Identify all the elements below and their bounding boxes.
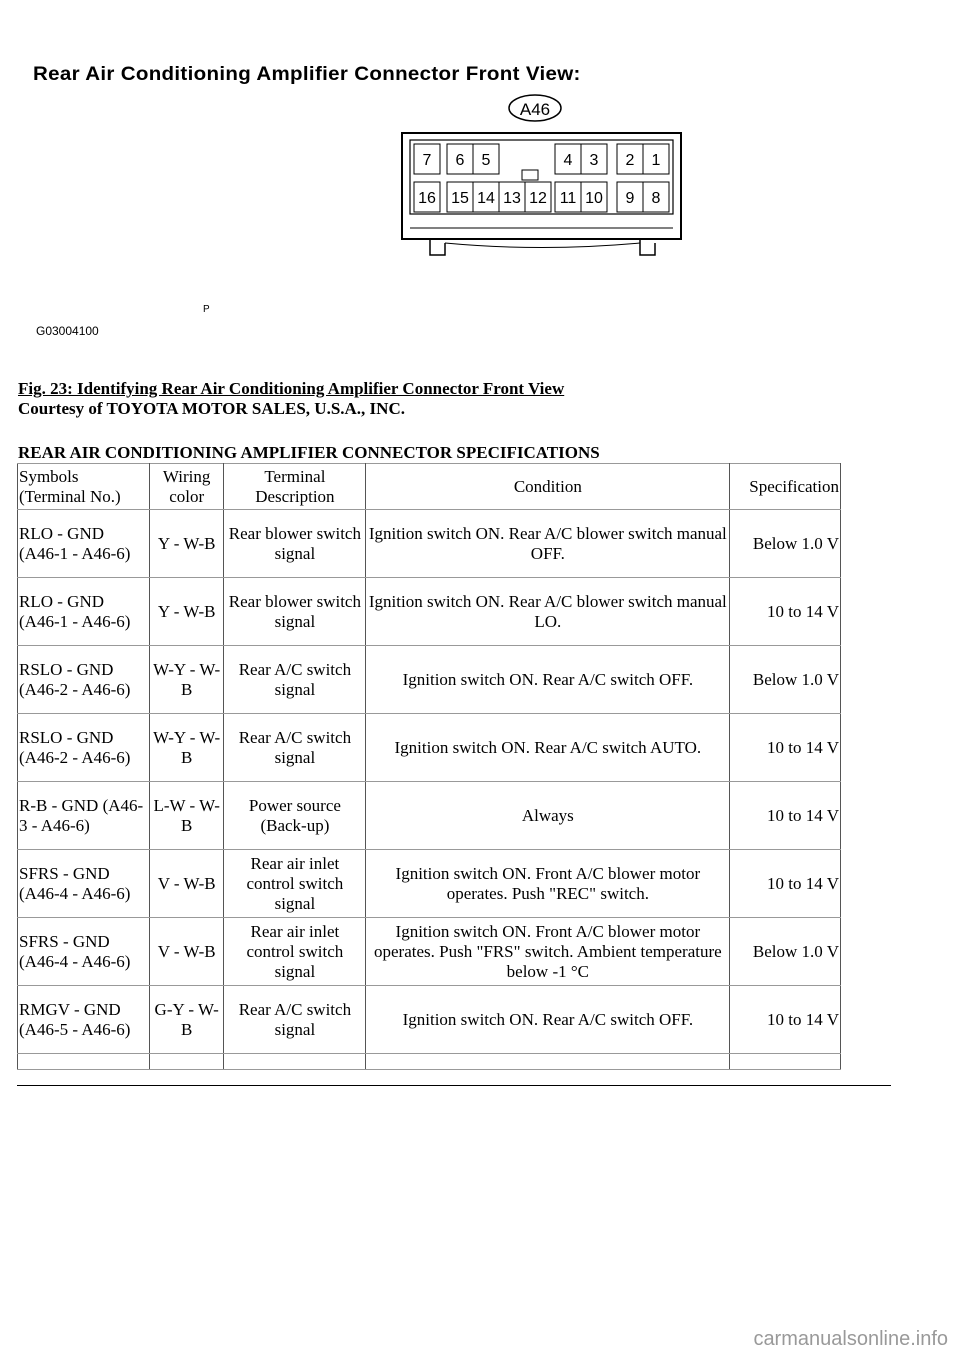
header-condition: Condition xyxy=(366,464,730,510)
terminal-label: 14 xyxy=(477,190,495,207)
cell-condition: Ignition switch ON. Front A/C blower motor operates. Push "REC" switch. xyxy=(366,850,730,918)
cell-condition: Ignition switch ON. Front A/C blower motor operates. Push "FRS" switch. Ambient temperature below -1 °C xyxy=(366,918,730,986)
cell-wiring-color: G-Y - W-B xyxy=(149,986,224,1054)
cell-condition: Always xyxy=(366,782,730,850)
connector-spec-table xyxy=(17,463,841,1070)
cell-terminal-description: Rear A/C switch signal xyxy=(224,986,366,1054)
cell-wiring-color: W-Y - W-B xyxy=(149,646,224,714)
watermark: carmanualsonline.info xyxy=(753,1328,948,1350)
terminal-label: 13 xyxy=(503,190,521,207)
bottom-row-terminals xyxy=(414,182,669,212)
terminal-label: 16 xyxy=(418,190,436,207)
cell-specification: 10 to 14 V xyxy=(730,850,841,918)
cell-specification: Below 1.0 V xyxy=(730,510,841,578)
cell-specification: 10 to 14 V xyxy=(730,578,841,646)
cell-terminal-description: Rear air inlet control switch signal xyxy=(224,850,366,918)
connector-housing xyxy=(402,133,681,239)
table-row xyxy=(18,646,841,714)
cell-condition: Ignition switch ON. Rear A/C switch OFF. xyxy=(366,986,730,1054)
top-row-terminals xyxy=(414,144,669,174)
cell-specification: 10 to 14 V xyxy=(730,714,841,782)
connector-diagram xyxy=(0,0,960,370)
cell-terminal-description: Rear A/C switch signal xyxy=(224,714,366,782)
terminal-label: 12 xyxy=(529,190,547,207)
connector-label: A46 xyxy=(519,100,551,119)
terminal-label: 2 xyxy=(625,152,635,169)
cell-wiring-color: L-W - W-B xyxy=(149,782,224,850)
diagram-title: Rear Air Conditioning Amplifier Connector Front View: xyxy=(33,64,581,85)
cell-symbols: RLO - GND (A46-1 - A46-6) xyxy=(18,578,150,646)
table-row xyxy=(18,510,841,578)
table-title: REAR AIR CONDITIONING AMPLIFIER CONNECTOR SPECIFICATIONS xyxy=(18,443,600,462)
terminal-label: 7 xyxy=(422,152,432,169)
cell-terminal-description: Rear blower switch signal xyxy=(224,578,366,646)
header-specification: Specification xyxy=(730,464,841,510)
cell-wiring-color: Y - W-B xyxy=(149,578,224,646)
terminal-label: 8 xyxy=(651,190,661,207)
figure-code: G03004100 xyxy=(36,324,99,338)
cell-symbols: SFRS - GND (A46-4 - A46-6) xyxy=(18,918,150,986)
table-row-empty xyxy=(18,1054,841,1070)
diagram-mark: P xyxy=(203,304,210,315)
terminal-label: 15 xyxy=(451,190,469,207)
cell-symbols: RMGV - GND (A46-5 - A46-6) xyxy=(18,986,150,1054)
cell-symbols: RSLO - GND (A46-2 - A46-6) xyxy=(18,646,150,714)
cell-condition: Ignition switch ON. Rear A/C blower switch manual LO. xyxy=(366,578,730,646)
cell-symbols: RLO - GND (A46-1 - A46-6) xyxy=(18,510,150,578)
terminal-label: 6 xyxy=(455,152,465,169)
terminal-label: 4 xyxy=(563,152,573,169)
cell-symbols: RSLO - GND (A46-2 - A46-6) xyxy=(18,714,150,782)
table-row xyxy=(18,782,841,850)
table-row xyxy=(18,850,841,918)
cell-wiring-color: V - W-B xyxy=(149,850,224,918)
terminal-label: 5 xyxy=(481,152,491,169)
header-terminal-description: Terminal Description xyxy=(224,464,366,510)
terminal-label: 3 xyxy=(589,152,599,169)
table-header-row xyxy=(18,464,841,510)
cell-specification: Below 1.0 V xyxy=(730,646,841,714)
cell-terminal-description: Rear blower switch signal xyxy=(224,510,366,578)
cell-terminal-description: Power source (Back-up) xyxy=(224,782,366,850)
bottom-rule xyxy=(17,1085,891,1086)
cell-specification: Below 1.0 V xyxy=(730,918,841,986)
cell-wiring-color: V - W-B xyxy=(149,918,224,986)
terminal-label: 1 xyxy=(651,152,661,169)
table-row xyxy=(18,986,841,1054)
cell-specification: 10 to 14 V xyxy=(730,782,841,850)
cell-symbols: R-B - GND (A46-3 - A46-6) xyxy=(18,782,150,850)
connector-front-view xyxy=(0,0,960,370)
table-row xyxy=(18,578,841,646)
terminal-label: 11 xyxy=(559,190,577,207)
cell-specification: 10 to 14 V xyxy=(730,986,841,1054)
table-row xyxy=(18,714,841,782)
cell-wiring-color: W-Y - W-B xyxy=(149,714,224,782)
cell-symbols: SFRS - GND (A46-4 - A46-6) xyxy=(18,850,150,918)
cell-wiring-color: Y - W-B xyxy=(149,510,224,578)
cell-terminal-description: Rear air inlet control switch signal xyxy=(224,918,366,986)
cell-condition: Ignition switch ON. Rear A/C blower switch manual OFF. xyxy=(366,510,730,578)
cell-terminal-description: Rear A/C switch signal xyxy=(224,646,366,714)
figure-caption-link[interactable]: Fig. 23: Identifying Rear Air Conditioning Amplifier Connector Front View xyxy=(18,379,565,398)
header-wiring-color: Wiring color xyxy=(149,464,224,510)
header-symbols: Symbols (Terminal No.) xyxy=(18,464,150,510)
cell-condition: Ignition switch ON. Rear A/C switch AUTO. xyxy=(366,714,730,782)
terminal-label: 9 xyxy=(625,190,635,207)
terminal-label: 10 xyxy=(585,190,603,207)
courtesy-line: Courtesy of TOYOTA MOTOR SALES, U.S.A., INC. xyxy=(18,399,405,418)
cell-condition: Ignition switch ON. Rear A/C switch OFF. xyxy=(366,646,730,714)
table-row xyxy=(18,918,841,986)
